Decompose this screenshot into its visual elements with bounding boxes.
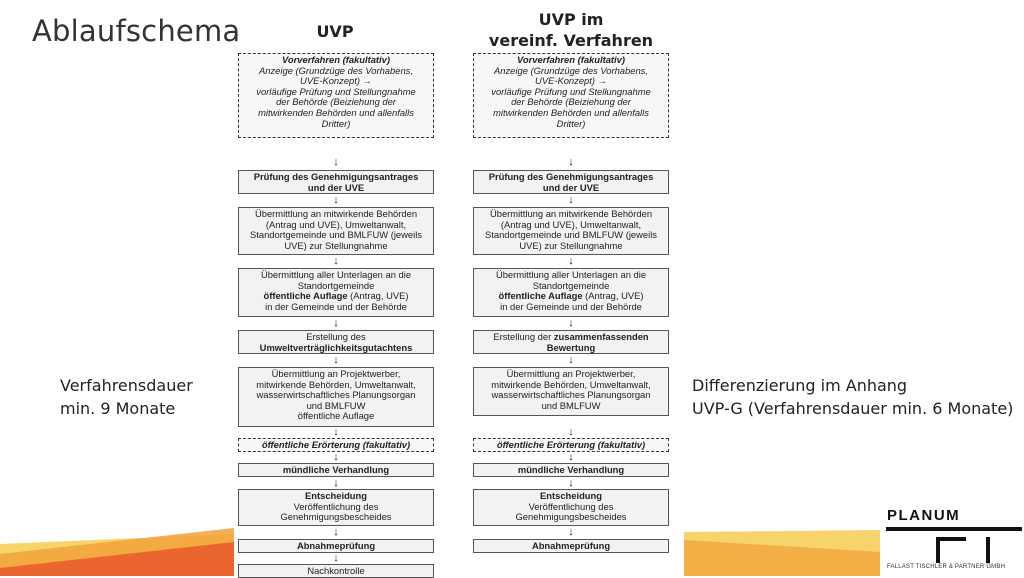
uvp-step-text: (Antrag und UVE), Umweltanwalt,: [265, 218, 407, 230]
uvp-step-text: Erstellung des: [306, 331, 366, 342]
simplified-step-text: Veröffentlichung des: [528, 500, 614, 512]
down-arrow-icon: ↓: [333, 255, 339, 267]
simplified-pre-procedure-box: [473, 53, 669, 138]
simplified-public-display-box: [473, 268, 669, 317]
uvp-step-text: Entscheidung: [305, 490, 367, 501]
uvp-expert-report-box: [238, 330, 434, 354]
simplified-summary-assessment-box: [473, 330, 669, 354]
simplified-pre-title: Vorverfahren (fakultativ): [516, 54, 625, 65]
decorative-stripe-right: [684, 528, 880, 576]
uvp-pre-line: Dritter): [321, 117, 351, 129]
uvp-step-text: öffentliche Auflage: [297, 410, 375, 422]
uvp-step-text: Abnahmeprüfung: [296, 540, 376, 551]
uvp-transmission-box: [238, 207, 434, 255]
simplified-pre-line: Anzeige (Grundzüge des Vorhabens,: [494, 64, 648, 76]
duration-note-left: [60, 374, 193, 420]
down-arrow-icon: ↓: [333, 426, 339, 438]
simplified-step-text: Entscheidung: [540, 490, 602, 501]
duration-note-left-line1: Verfahrensdauer: [60, 376, 193, 395]
planum-logo-mark: [886, 527, 1022, 565]
simplified-pre-line: mitwirkenden Behörden und allenfalls: [493, 106, 649, 118]
uvp-transmission-applicant-box: [238, 367, 434, 427]
down-arrow-icon: ↓: [333, 477, 339, 489]
uvp-step-text: Standortgemeinde: [297, 279, 375, 291]
down-arrow-icon: ↓: [568, 317, 574, 329]
simplified-pre-line: UVE-Konzept) →: [535, 75, 607, 87]
simplified-application-check-box: [473, 170, 669, 194]
simplified-acceptance-test-box: [473, 539, 669, 553]
uvp-step-text: Genehmigungsbescheides: [280, 511, 392, 523]
down-arrow-icon: ↓: [568, 354, 574, 366]
decorative-stripe-left: [0, 528, 234, 576]
uvp-oral-hearing-box: [238, 463, 434, 477]
uvp-column-heading: [290, 21, 380, 42]
simplified-step-text: (Antrag, UVE): [582, 290, 644, 302]
uvp-public-display-box: [238, 268, 434, 317]
uvp-step-text: Übermittlung an Projektwerber,: [271, 368, 401, 379]
simplified-step-text: (Antrag und UVE), Umweltanwalt,: [500, 218, 642, 230]
simplified-step-text: wasserwirtschaftliches Planungsorgan: [491, 389, 651, 401]
uvp-step-text: wasserwirtschaftliches Planungsorgan: [256, 389, 416, 401]
uvp-application-check-box: [238, 170, 434, 194]
down-arrow-icon: ↓: [333, 552, 339, 564]
page-title: Ablaufschema: [32, 14, 241, 48]
uvp-step-text: öffentliche Erörterung (fakultativ): [261, 439, 411, 450]
uvp-step-text: Standortgemeinde und BMLFUW (jeweils: [250, 229, 422, 241]
simplified-step-text: Standortgemeinde: [532, 279, 610, 291]
down-arrow-icon: ↓: [568, 255, 574, 267]
uvp-pre-line: mitwirkenden Behörden und allenfalls: [258, 106, 414, 118]
uvp-step-text: UVE) zur Stellungnahme: [284, 239, 388, 251]
down-arrow-icon: ↓: [333, 451, 339, 463]
simplified-step-text: Abnahmeprüfung: [531, 540, 611, 551]
planum-logo-subtitle: FALLAST TISCHLER & PARTNER GMBH: [887, 564, 1006, 570]
simplified-step-text: Übermittlung aller Unterlagen an die: [495, 269, 647, 280]
down-arrow-icon: ↓: [568, 526, 574, 538]
uvp-step-text: Veröffentlichung des: [293, 500, 379, 512]
down-arrow-icon: ↓: [333, 194, 339, 206]
uvp-pre-procedure-box: [238, 53, 434, 138]
uvp-pre-line: Anzeige (Grundzüge des Vorhabens,: [259, 64, 413, 76]
duration-note-right-line1: Differenzierung im Anhang: [692, 376, 908, 395]
duration-note-left-line2: min. 9 Monate: [60, 399, 176, 418]
uvp-step-text: Übermittlung aller Unterlagen an die: [260, 269, 412, 280]
uvp-public-discussion-box: [238, 438, 434, 452]
down-arrow-icon: ↓: [568, 451, 574, 463]
simplified-column-heading: [476, 9, 666, 51]
simplified-step-text: Bewertung: [546, 341, 596, 353]
down-arrow-icon: ↓: [568, 194, 574, 206]
simplified-step-text: Standortgemeinde und BMLFUW (jeweils: [485, 229, 657, 241]
uvp-step-text: Übermittlung an mitwirkende Behörden: [254, 208, 418, 219]
simplified-public-discussion-box: [473, 438, 669, 452]
simplified-oral-hearing-box: [473, 463, 669, 477]
uvp-step-text: in der Gemeinde und der Behörde: [265, 300, 407, 312]
simplified-transmission-applicant-box: [473, 367, 669, 416]
down-arrow-icon: ↓: [568, 426, 574, 438]
uvp-decision-box: [238, 489, 434, 526]
simplified-step-text: öffentliche Auflage: [498, 290, 583, 302]
simplified-step-text: mündliche Verhandlung: [517, 464, 625, 475]
simplified-step-text: Übermittlung an mitwirkende Behörden: [489, 208, 653, 219]
uvp-pre-line: vorläufige Prüfung und Stellungnahme: [256, 85, 416, 97]
down-arrow-icon: ↓: [333, 526, 339, 538]
simplified-step-text: und der UVE: [542, 181, 600, 193]
uvp-step-text: (Antrag, UVE): [347, 290, 409, 302]
uvp-step-text: Prüfung des Genehmigungsantrages: [253, 171, 419, 182]
simplified-step-text: mitwirkende Behörden, Umweltanwalt,: [491, 378, 651, 390]
uvp-acceptance-test-box: [238, 539, 434, 553]
simplified-step-text: und BMLFUW: [541, 399, 601, 411]
duration-note-right-line2: UVP-G (Verfahrensdauer min. 6 Monate): [692, 399, 1014, 418]
simplified-decision-box: [473, 489, 669, 526]
simplified-pre-line: vorläufige Prüfung und Stellungnahme: [491, 85, 651, 97]
simplified-heading-line2: vereinf. Verfahren: [488, 31, 654, 50]
planum-logo-name: PLANUM: [887, 507, 961, 524]
uvp-step-text: mitwirkende Behörden, Umweltanwalt,: [256, 378, 416, 390]
uvp-step-text: und der UVE: [307, 181, 365, 193]
uvp-pre-line: UVE-Konzept) →: [300, 75, 372, 87]
simplified-step-text: in der Gemeinde und der Behörde: [500, 300, 642, 312]
simplified-step-text: öffentliche Erörterung (fakultativ): [496, 439, 646, 450]
simplified-heading-line1: UVP im: [538, 10, 604, 29]
uvp-pre-title: Vorverfahren (fakultativ): [281, 54, 390, 65]
simplified-step-text: Prüfung des Genehmigungsantrages: [488, 171, 654, 182]
down-arrow-icon: ↓: [333, 156, 339, 168]
simplified-transmission-box: [473, 207, 669, 255]
simplified-step-text: Übermittlung an Projektwerber,: [506, 368, 636, 379]
simplified-step-text: zusammenfassenden: [553, 331, 649, 342]
down-arrow-icon: ↓: [568, 156, 574, 168]
simplified-step-text: UVE) zur Stellungnahme: [519, 239, 623, 251]
duration-note-right: [692, 374, 1013, 420]
planum-logo: [882, 505, 1022, 576]
uvp-step-text: und BMLFUW: [306, 399, 366, 411]
down-arrow-icon: ↓: [568, 477, 574, 489]
simplified-pre-line: der Behörde (Beiziehung der: [511, 96, 631, 108]
simplified-step-text: Genehmigungsbescheides: [515, 511, 627, 523]
simplified-pre-line: Dritter): [556, 117, 586, 129]
uvp-step-text: öffentliche Auflage: [263, 290, 348, 302]
simplified-step-text: Erstellung der: [493, 331, 554, 342]
uvp-pre-line: der Behörde (Beiziehung der: [276, 96, 396, 108]
uvp-step-text: Umweltverträglichkeitsgutachtens: [259, 341, 413, 353]
uvp-column-heading-text: UVP: [316, 22, 354, 41]
uvp-step-text: mündliche Verhandlung: [282, 464, 390, 475]
down-arrow-icon: ↓: [333, 317, 339, 329]
uvp-step-text: Nachkontrolle: [307, 565, 365, 576]
down-arrow-icon: ↓: [333, 354, 339, 366]
